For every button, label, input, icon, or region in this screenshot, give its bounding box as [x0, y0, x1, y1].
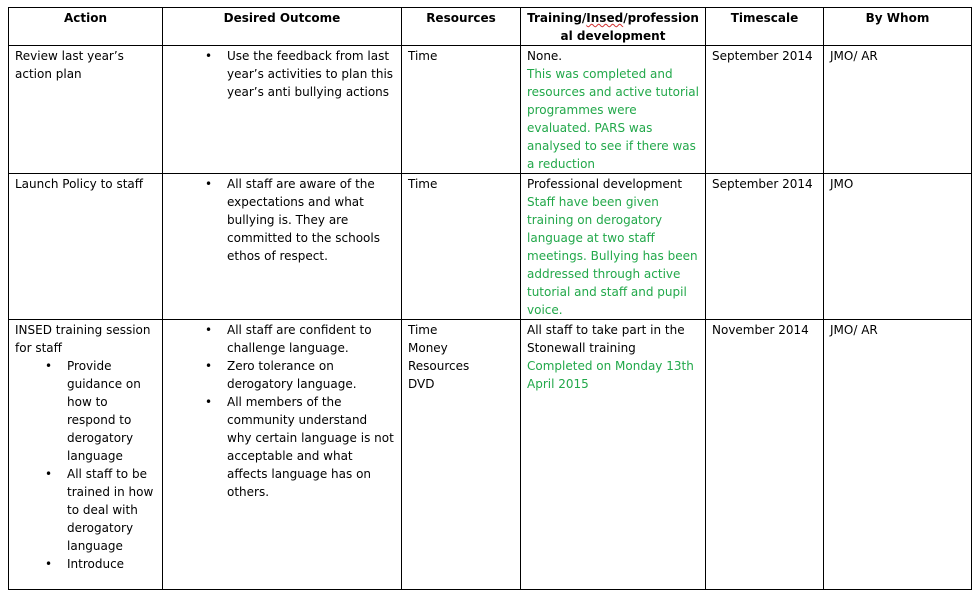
outcome-list [169, 321, 395, 501]
resource-item: Time [408, 49, 438, 63]
training-cell [521, 320, 706, 590]
training-cell [521, 174, 706, 320]
header-training [521, 8, 706, 46]
training-text: None. [527, 49, 563, 63]
table-row [9, 46, 972, 174]
outcome-item: • Zero tolerance on derogatory language. [227, 357, 395, 393]
timescale-cell: September 2014 [706, 46, 824, 174]
outcome-cell [163, 320, 402, 590]
header-resources: Resources [402, 8, 521, 46]
header-desired-outcome: Desired Outcome [163, 8, 402, 46]
training-cell [521, 46, 706, 174]
header-training-part-a: Training/ [527, 11, 587, 25]
header-action: Action [9, 8, 163, 46]
action-cell [9, 174, 163, 320]
header-training-insed: Insed [586, 11, 624, 25]
by-whom-cell: JMO/ AR [824, 320, 972, 590]
outcome-item: • All members of the community understand why certain language is not acceptable and what affects language has on others. [227, 393, 395, 501]
timescale-cell: November 2014 [706, 320, 824, 590]
by-whom-cell: JMO/ AR [824, 46, 972, 174]
training-text: Professional development [527, 177, 683, 191]
by-whom-cell: JMO [824, 174, 972, 320]
outcome-cell [163, 174, 402, 320]
action-sub-list [15, 357, 156, 573]
progress-update: This was completed and resources and active tutorial programmes were evaluated. PARS was analysed to see if there was a reduction [527, 67, 699, 171]
training-text: All staff to take part in the Stonewall training [527, 323, 685, 355]
action-sub-item: • All staff to be trained in how to deal with derogatory language [67, 465, 156, 555]
progress-update: Completed on Monday 13th April 2015 [527, 359, 694, 391]
outcome-item: • All staff are aware of the expectations and what bullying is. They are committed to the schools ethos of respect. [227, 175, 395, 265]
outcome-list [169, 175, 395, 265]
resource-item: Time [408, 323, 438, 337]
resource-item: Time [408, 177, 438, 191]
action-text: Review last year’s action plan [15, 49, 124, 81]
progress-update: Staff have been given training on derogatory language at two staff meetings. Bullying has been addressed through active tutorial and staff and pupil voice. [527, 195, 698, 317]
action-cell [9, 320, 163, 590]
header-row [9, 8, 972, 46]
action-sub-item: • Provide guidance on how to respond to derogatory language [67, 357, 156, 465]
resource-item: Resources [408, 359, 470, 373]
action-sub-item: • Introduce [67, 555, 156, 573]
outcome-item: • All staff are confident to challenge language. [227, 321, 395, 357]
resources-cell [402, 174, 521, 320]
header-by-whom: By Whom [824, 8, 972, 46]
timescale-cell: September 2014 [706, 174, 824, 320]
header-timescale: Timescale [706, 8, 824, 46]
outcome-item: • Use the feedback from last year’s activities to plan this year’s anti bullying actions [227, 47, 395, 101]
outcome-cell [163, 46, 402, 174]
outcome-list [169, 47, 395, 101]
action-cell [9, 46, 163, 174]
resources-cell [402, 320, 521, 590]
action-text: INSED training session for staff [15, 323, 151, 355]
table-row [9, 174, 972, 320]
resource-item: Money [408, 341, 448, 355]
action-text: Launch Policy to staff [15, 177, 144, 191]
action-plan-table [8, 7, 972, 590]
table-row [9, 320, 972, 590]
resource-item: DVD [408, 377, 435, 391]
resources-cell [402, 46, 521, 174]
header-training-part-c: /professional development [560, 11, 699, 43]
